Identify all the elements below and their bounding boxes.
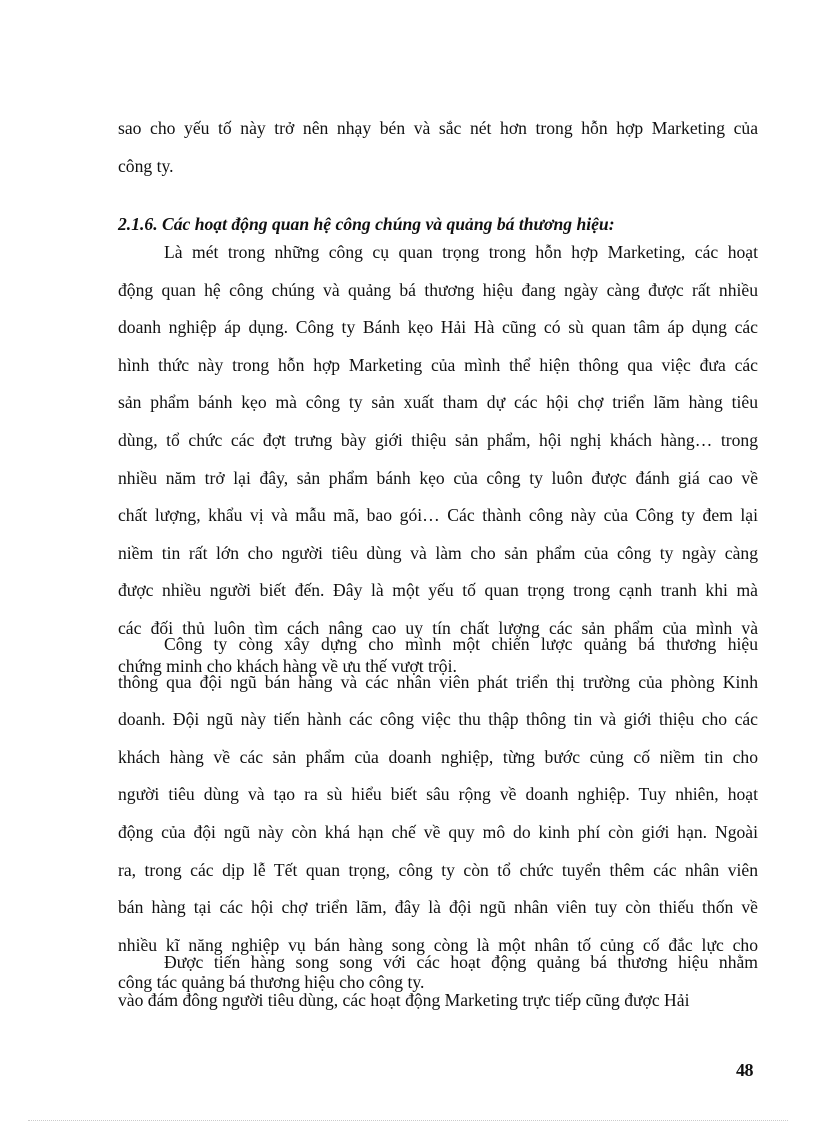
text-line: Công ty còng xây dựng cho mình một chiến lược quảng bá thương hiệu bbox=[164, 634, 758, 654]
text-line: thông qua đội ngũ bán hàng và các nhân viên phát triển thị trường của phòng Kinh bbox=[118, 671, 758, 692]
text-line: dùng, tổ chức các đợt trưng bày giới thiệu sản phẩm, hội nghị khách hàng… trong bbox=[118, 429, 758, 450]
text-line: Được tiến hàng song song với các hoạt động quảng bá thương hiệu nhằm bbox=[164, 952, 758, 972]
intro-paragraph bbox=[118, 110, 758, 185]
text-line: động của đội ngũ này còn khá hạn chế về quy mô do kinh phí còn giới hạn. Ngoài bbox=[118, 821, 758, 842]
text-line: bán hàng tại các hội chợ triển lãm, đây là đội ngũ nhân viên tuy còn thiếu thốn về bbox=[118, 897, 758, 918]
text-line: động quan hệ công chúng và quảng bá thương hiệu đang ngày càng được rất nhiều bbox=[118, 279, 758, 300]
text-line: doanh. Đội ngũ này tiến hành các công việc thu thập thông tin và giới thiệu cho các bbox=[118, 709, 758, 730]
text-line: niềm tin rất lớn cho người tiêu dùng và làm cho sản phẩm của công ty ngày càng bbox=[118, 542, 758, 563]
text-line: chất lượng, khẩu vị và mẫu mã, bao gói… Các thành công này của Công ty đem lại bbox=[118, 505, 758, 526]
text-line: các đối thủ luôn tìm cách nâng cao uy tín chất lượng các sản phẩm của mình và bbox=[118, 617, 758, 638]
text-line: ra, trong các dịp lễ Tết quan trọng, công ty còn tổ chức tuyển thêm các nhân viên bbox=[118, 859, 758, 880]
text-line: sao cho yếu tố này trở nên nhạy bén và sắc nét hơn trong hỗn hợp Marketing của bbox=[118, 118, 758, 138]
text-line: chứng minh cho khách hàng về ưu thế vượt trội. bbox=[118, 655, 457, 676]
section-heading: 2.1.6. Các hoạt động quan hệ công chúng và quảng bá thương hiệu: bbox=[118, 214, 615, 234]
text-line: vào đám đông người tiêu dùng, các hoạt động Marketing trực tiếp cũng được Hải bbox=[118, 989, 690, 1010]
text-line: công tác quảng bá thương hiệu cho công ty. bbox=[118, 972, 425, 993]
text-line: Là mét trong những công cụ quan trọng trong hỗn hợp Marketing, các hoạt bbox=[164, 242, 758, 262]
text-line: được nhiều người biết đến. Đây là một yếu tố quan trọng trong cạnh tranh khi mà bbox=[118, 580, 758, 601]
paragraph-pr-branding bbox=[118, 234, 758, 685]
text-line: nhiều năm trở lại đây, sản phẩm bánh kẹo của công ty luôn được đánh giá cao về bbox=[118, 467, 758, 488]
paragraph-direct-marketing bbox=[118, 944, 758, 1019]
page-number: 48 bbox=[736, 1060, 753, 1080]
text-line: sản phẩm bánh kẹo mà công ty sản xuất tham dự các hội chợ triển lãm hàng tiêu bbox=[118, 392, 758, 413]
text-line: nhiều kĩ năng nghiệp vụ bán hàng song còng là một nhân tố củng cố đắc lực cho bbox=[118, 934, 758, 955]
text-line: công ty. bbox=[118, 155, 174, 176]
text-line: doanh nghiệp áp dụng. Công ty Bánh kẹo Hải Hà cũng có sù quan tâm áp dụng các bbox=[118, 317, 758, 338]
text-line: người tiêu dùng và tạo ra sù hiểu biết sâu rộng về doanh nghiệp. Tuy nhiên, hoạt bbox=[118, 784, 758, 805]
text-line: hình thức này trong hỗn hợp Marketing của mình thể hiện thông qua việc đưa các bbox=[118, 354, 758, 375]
text-line: khách hàng về các sản phẩm của doanh nghiệp, từng bước củng cố niềm tin cho bbox=[118, 746, 758, 767]
page-bottom-divider bbox=[28, 1120, 788, 1121]
